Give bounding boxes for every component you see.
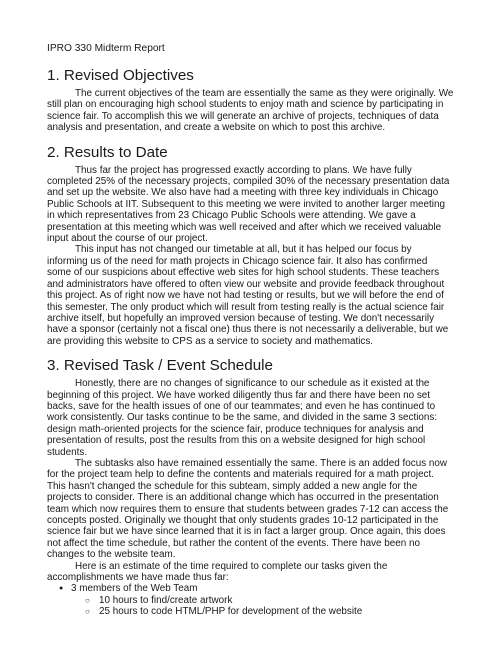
paragraph: Honestly, there are no changes of significance to our schedule as it existed at the beginning of this project. We have worked diligently thus far and there have been no set backs, save for the health issues of one of our teammates; and even he has continued to work consistently. Our tasks continue to be the same, and divided in the same 3 sections: design math-oriented projects for the science fair, produce techniques for analysis and presentation of results, post the results from this on a website designed for high school students. [47,378,438,458]
paragraph: The subtasks also have remained essentially the same. There is an added focus now for the project team help to define the contents and materials required for a math project. This hasn't changed the schedule for this subteam, simply added a new angle for the projects to consider. There is an additional change which has occurred in the presentation team which now requires them to ensure that students between grades 7-12 can access the concepts posted. Originally we thought that only students grades 10-12 participated in the science fair but we have since learned that it is in fact a larger group. Once again, this does not affect the time schedule, but rather the content of the events. There have been no changes to the website team. [47,457,449,561]
paragraph: Thus far the project has progressed exactly according to plans. We have fully completed 25% of the necessary projects, compiled 30% of the necessary presentation data and set up the website. We also have had a meeting with three key individuals in Chicago Public Schools at IIT. Subsequent to this meeting we were invited to another larger meeting in which representatives from 23 Chicago Public Schools were attending. We gave a presentation at this meeting which was well received and after which we received valuable input about the course of our project. [47,164,450,245]
section-revised-schedule [47,357,454,618]
task-estimate-list [47,583,454,617]
section-heading: 2. Results to Date [47,143,168,161]
sub-list-item: ○ 25 hours to code HTML/PHP for development of the website [85,606,454,617]
paragraph: Here is an estimate of the time required to complete our tasks given the accomplishments we have made thus far: [47,560,388,584]
list-item [59,583,454,617]
document-header: IPRO 330 Midterm Report [47,43,165,54]
section-revised-objectives [47,67,454,134]
section-results-to-date [47,144,454,348]
sub-list-item: ○ 10 hours to find/create artwork [85,595,454,606]
section-heading: 1. Revised Objectives [47,67,194,84]
section-heading: 3. Revised Task / Event Schedule [47,357,273,375]
paragraph: This input has not changed our timetable at all, but it has helped our focus by informing us of the need for math projects in Chicago science fair. It also has confirmed some of our suspicions about effective web sites for high school students. These teachers and administrators have offered to often view our website and provide feedback throughout this project. As of right now we have not had testing or results, but we will before the end of this semester. The only product which will result from testing really is the actual science fair archive itself, but hopefully an improved version because of testing. We don't necessarily have a sponsor (certainly not a fiscal one) thus there is not necessarily a deliverable, but we are providing this website to CPS as a service to society and mathematics. [47,244,449,347]
list-item-text: 3 members of the Web Team [71,583,198,595]
sub-list [71,595,454,618]
paragraph: The current objectives of the team are essentially the same as they were originally. We still plan on encouraging high school students to enjoy math and science by participating in science fair. To accomplish this we will generate an archive of projects, techniques of data analysis and presentation, and create a website on which to post this archive. [47,88,454,134]
